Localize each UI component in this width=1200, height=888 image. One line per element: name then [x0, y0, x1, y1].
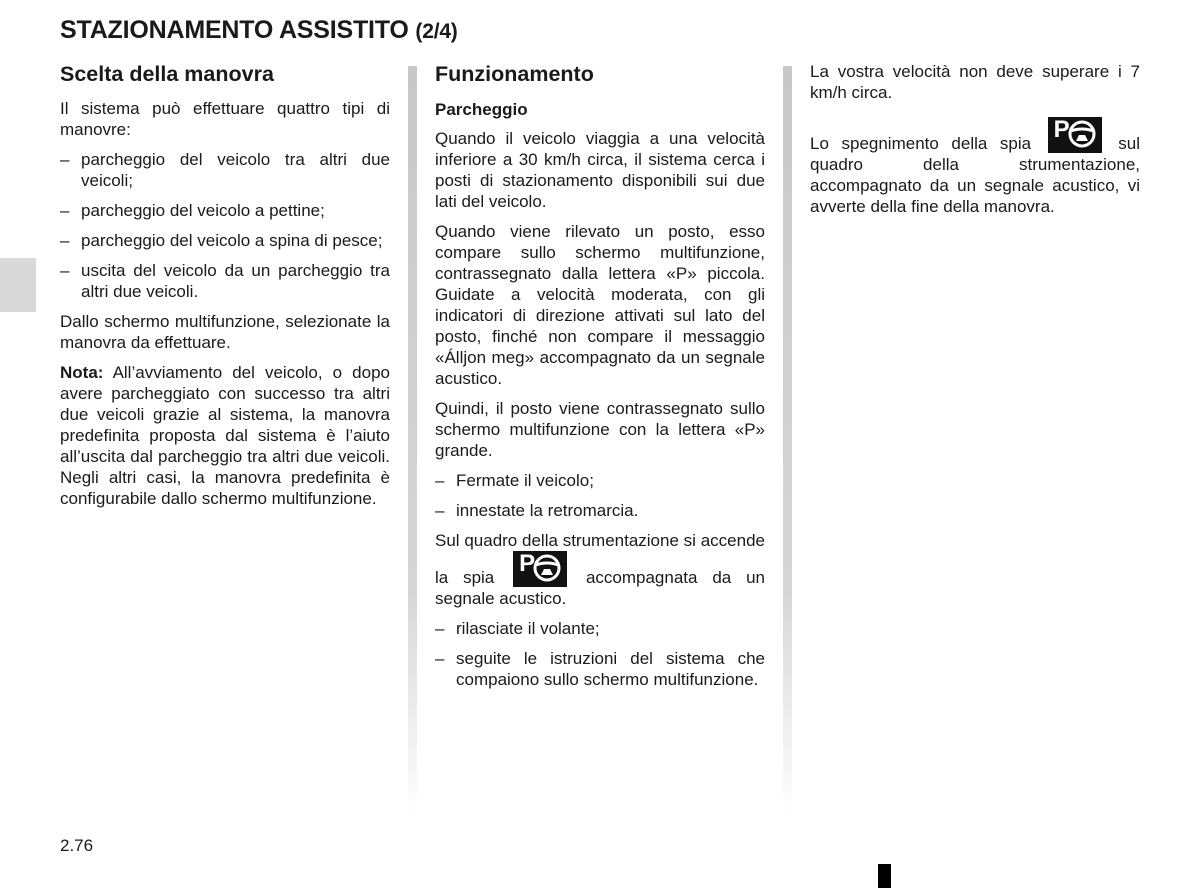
indicator-paragraph: Sul quadro della strumentazione si accende la spia P accompagnata da un segnale acustico.: [435, 531, 765, 608]
page-title: [60, 16, 458, 45]
list-item: – Fermate il veicolo;: [435, 471, 594, 490]
speed-limit-text: La vostra velocità non deve superare i 7 km/h circa.: [810, 62, 1140, 102]
page-edge-marker: [878, 864, 891, 888]
column-funzionamento: [435, 58, 765, 699]
list-item: – parcheggio del veicolo tra altri due veicoli;: [60, 150, 390, 190]
list-item: – seguite le istruzioni del sistema che compaiono sullo schermo multifunzione.: [435, 649, 765, 689]
list-item: – uscita del veicolo da un parcheggio tra altri due veicoli.: [60, 261, 390, 301]
section-heading-scelta: Scelta della manovra: [60, 62, 274, 86]
column-continued: [810, 61, 1140, 226]
note-paragraph: [60, 362, 390, 509]
park-assist-steering-wheel-icon: P: [513, 551, 567, 587]
page-part: (2/4): [415, 20, 458, 43]
intro-text: Il sistema può effettuare quattro tipi di manovre:: [60, 99, 390, 139]
note-text: All’avviamento del veicolo, o dopo avere parcheggiato con successo tra altri due veicoli grazie al sistema, la manovra predefinita proposta dal sistema è l’aiuto all’uscita dal parcheggio tra altri due veicoli. Negli altri casi, la manovra predefinita è configurabile dallo schermo multifunzione.: [60, 363, 390, 508]
page-title-text: STAZIONAMENTO ASSISTITO: [60, 16, 409, 44]
subheading-parcheggio: Parcheggio: [435, 100, 528, 119]
column-scelta: [60, 58, 390, 518]
note-label: Nota:: [60, 363, 104, 382]
list-item: – rilasciate il volante;: [435, 619, 600, 638]
paragraph: Quando viene rilevato un posto, esso compare sullo schermo multifunzione, contrassegnato dalla lettera «P» piccola. Guidate a velocità moderata, con gli indicatori di direzione attivati sul lato del posto, finché non compare il messaggio «Álljon meg» accompagnato da un segnale acustico.: [435, 222, 765, 388]
page-number: 2.76: [60, 836, 94, 855]
column-divider-right: [783, 66, 792, 816]
column-divider-left: [408, 66, 417, 816]
indicator-off-paragraph: Lo spegnimento della spia P sul quadro della strumentazione, accompagnato da un segnale acustico, vi avverte della fine della manovra.: [810, 116, 1140, 216]
list-item: – innestate la retromarcia.: [435, 501, 639, 520]
paragraph: Quando il veicolo viaggia a una velocità inferiore a 30 km/h circa, il sistema cerca i posti di stazionamento disponibili sui due lati del veicolo.: [435, 129, 765, 211]
list-item: – parcheggio del veicolo a spina di pesce;: [60, 231, 383, 250]
section-tab-marker: [0, 258, 36, 312]
select-instruction: Dallo schermo multifunzione, selezionate la manovra da effettuare.: [60, 312, 390, 352]
list-item: – parcheggio del veicolo a pettine;: [60, 201, 325, 220]
park-assist-steering-wheel-icon: P: [1048, 117, 1102, 153]
paragraph: Quindi, il posto viene contrassegnato sullo schermo multifunzione con la lettera «P» grande.: [435, 399, 765, 460]
section-heading-funzionamento: Funzionamento: [435, 62, 594, 86]
